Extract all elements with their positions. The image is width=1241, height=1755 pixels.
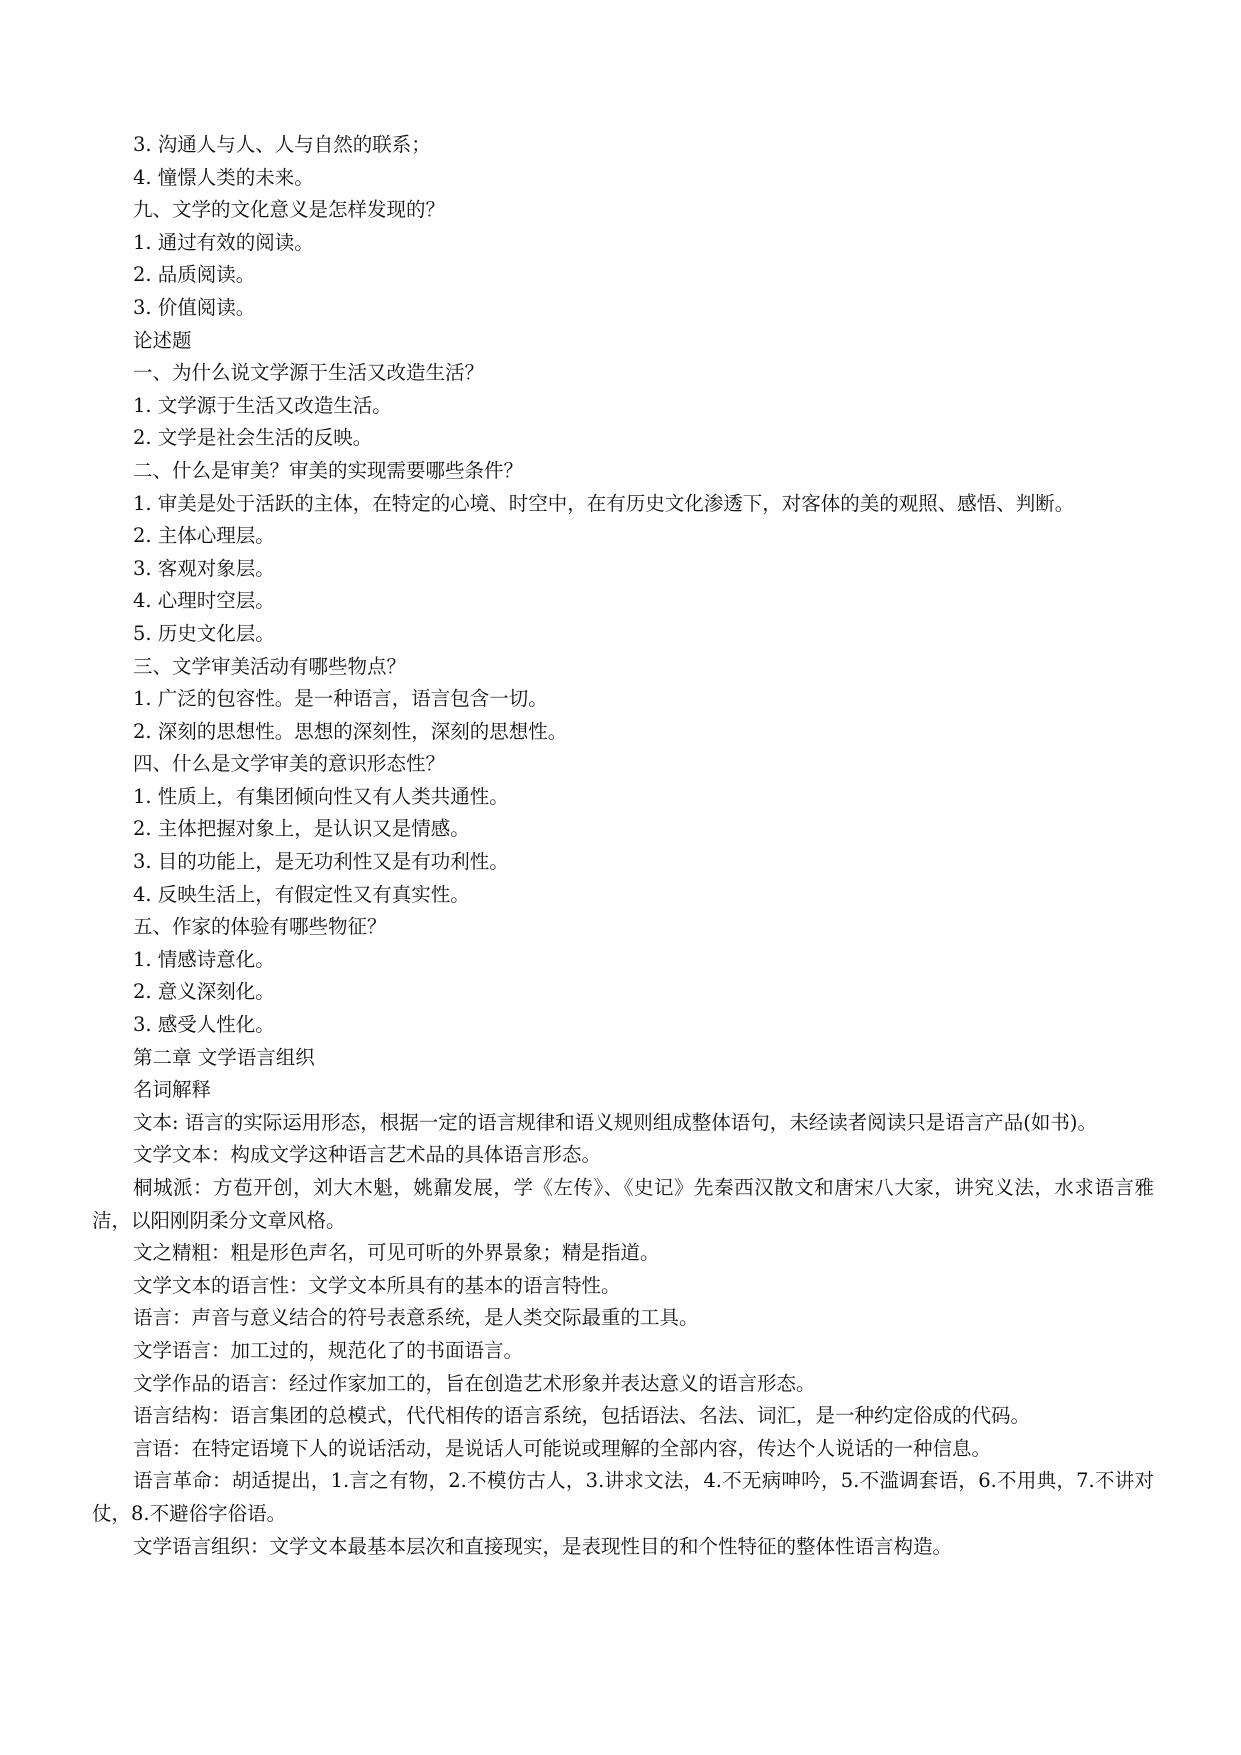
list-item: 3. 沟通人与人、人与自然的联系； <box>133 133 431 156</box>
definition-item: 桐城派：方苞开创，刘大木魁，姚鼐发展，学《左传》、《史记》先秦西汉散文和唐宋八大家，讲究义法，水求语言雅洁，以阳刚阴柔分文章风格。 <box>92 1176 1154 1232</box>
list-item: 1. 性质上，有集团倾向性又有人类共通性。 <box>133 784 509 808</box>
definition-item: 文本: 语言的实际运用形态，根据一定的语言规律和语义规则组成整体语句，未经读者阅读只是语言产品(如书)。 <box>133 1110 1097 1134</box>
list-item: 4. 心理时空层。 <box>133 589 275 613</box>
list-item: 3. 感受人性化。 <box>133 1013 275 1037</box>
list-item: 1. 文学源于生活又改造生活。 <box>133 393 392 417</box>
question-heading: 二、什么是审美？审美的实现需要哪些条件？ <box>133 458 524 482</box>
definition-item: 语言结构：语言集团的总模式，代代相传的语言系统，包括语法、名法、词汇，是一种约定俗成的代码。 <box>133 1404 1031 1428</box>
definition-item: 文学文本：构成文学这种语言艺术品的具体语言形态。 <box>133 1143 602 1167</box>
question-heading: 三、文学审美活动有哪些物点？ <box>133 654 407 678</box>
list-item: 1. 情感诗意化。 <box>133 947 275 971</box>
question-heading: 五、作家的体验有哪些物征？ <box>133 915 387 939</box>
list-item: 5. 历史文化层。 <box>133 621 275 645</box>
section-heading: 名词解释 <box>133 1078 212 1102</box>
question-heading: 九、文学的文化意义是怎样发现的？ <box>133 198 446 222</box>
list-item: 2. 主体把握对象上，是认识又是情感。 <box>133 817 470 841</box>
list-item: 2. 意义深刻化。 <box>133 980 275 1004</box>
question-heading: 四、什么是文学审美的意识形态性？ <box>133 752 446 776</box>
definition-item: 文学文本的语言性：文学文本所具有的基本的语言特性。 <box>133 1273 621 1297</box>
document-body <box>92 129 1154 1563</box>
list-item: 4. 憧憬人类的未来。 <box>133 165 314 189</box>
chapter-heading: 第二章 文学语言组织 <box>133 1045 315 1069</box>
list-item: 2. 品质阅读。 <box>133 263 256 287</box>
list-item: 2. 主体心理层。 <box>133 524 275 548</box>
list-item: 3. 目的功能上，是无功利性又是有功利性。 <box>133 850 509 874</box>
list-item: 1. 通过有效的阅读。 <box>133 230 314 254</box>
list-item: 1. 广泛的包容性。是一种语言，语言包含一切。 <box>133 687 548 711</box>
definition-item: 文学语言：加工过的，规范化了的书面语言。 <box>133 1338 524 1362</box>
definition-item: 文学作品的语言：经过作家加工的，旨在创造艺术形象并表达意义的语言形态。 <box>133 1371 816 1395</box>
list-item: 2. 文学是社会生活的反映。 <box>133 426 373 450</box>
list-item: 1. 审美是处于活跃的主体，在特定的心境、时空中，在有历史文化渗透下，对客体的美的观照、感悟、判断。 <box>133 491 1075 515</box>
definition-item: 文学语言组织：文学文本最基本层次和直接现实，是表现性目的和个性特征的整体性语言构造。 <box>133 1534 953 1558</box>
question-heading: 一、为什么说文学源于生活又改造生活？ <box>133 361 485 385</box>
definition-item: 文之精粗：粗是形色声名，可见可听的外界景象；精是指道。 <box>133 1241 660 1265</box>
definition-item: 语言：声音与意义结合的符号表意系统，是人类交际最重的工具。 <box>133 1306 699 1330</box>
list-item: 2. 深刻的思想性。思想的深刻性，深刻的思想性。 <box>133 719 568 743</box>
definition-item: 言语：在特定语境下人的说话活动，是说话人可能说或理解的全部内容，传达个人说话的一种信息。 <box>133 1436 992 1460</box>
list-item: 3. 价值阅读。 <box>133 295 256 319</box>
section-heading: 论述题 <box>133 328 192 352</box>
definition-item: 语言革命：胡适提出，1.言之有物，2.不模仿古人，3.讲求文法，4.不无病呻吟，5.不滥调套语，6.不用典，7.不讲对仗，8.不避俗字俗语。 <box>92 1469 1154 1525</box>
list-item: 3. 客观对象层。 <box>133 556 275 580</box>
list-item: 4. 反映生活上，有假定性又有真实性。 <box>133 882 470 906</box>
